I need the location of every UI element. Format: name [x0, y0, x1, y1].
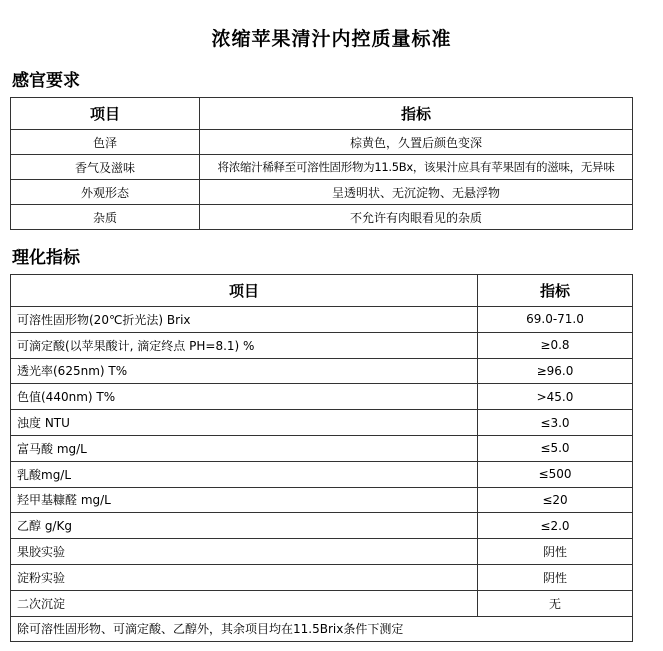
cell-item: 香气及滋味 — [11, 155, 200, 180]
column-header-index: 指标 — [478, 275, 633, 307]
table-row — [11, 358, 633, 384]
cell-item: 淀粉实验 — [11, 564, 478, 590]
table-note-row — [11, 616, 633, 642]
table-header-row — [11, 98, 633, 130]
cell-index: 棕黄色，久置后颜色变深 — [200, 130, 633, 155]
cell-index: 不允许有肉眼看见的杂质 — [200, 205, 633, 230]
sensory-table — [10, 97, 633, 230]
cell-item: 可溶性固形物(20℃折光法) Brix — [11, 307, 478, 333]
table-row — [11, 205, 633, 230]
cell-item: 杂质 — [11, 205, 200, 230]
cell-item: 乙醇 g/Kg — [11, 513, 478, 539]
table-row — [11, 461, 633, 487]
table-row — [11, 332, 633, 358]
sensory-section-heading: 感官要求 — [12, 71, 80, 91]
table-row — [11, 410, 633, 436]
cell-item: 可滴定酸(以苹果酸计, 滴定终点 PH=8.1) % — [11, 332, 478, 358]
table-row — [11, 155, 633, 180]
column-header-index: 指标 — [200, 98, 633, 130]
table-row — [11, 435, 633, 461]
cell-item: 色泽 — [11, 130, 200, 155]
table-note: 除可溶性固形物、可滴定酸、乙醇外，其余项目均在11.5Brix条件下测定 — [11, 616, 633, 642]
column-header-item: 项目 — [11, 275, 478, 307]
cell-index: ≥0.8 — [478, 332, 633, 358]
cell-item: 富马酸 mg/L — [11, 435, 478, 461]
cell-index: ≥96.0 — [478, 358, 633, 384]
cell-item: 果胶实验 — [11, 539, 478, 565]
cell-item: 羟甲基糠醛 mg/L — [11, 487, 478, 513]
table-row — [11, 513, 633, 539]
cell-item: 外观形态 — [11, 180, 200, 205]
cell-item: 二次沉淀 — [11, 590, 478, 616]
physchem-section-heading: 理化指标 — [12, 248, 80, 268]
table-row — [11, 539, 633, 565]
table-header-row — [11, 275, 633, 307]
table-row — [11, 307, 633, 333]
page-title: 浓缩苹果清汁内控质量标准 — [211, 28, 452, 50]
cell-index: >45.0 — [478, 384, 633, 410]
cell-index: 阴性 — [478, 539, 633, 565]
cell-item: 色值(440nm) T% — [11, 384, 478, 410]
cell-index: 阴性 — [478, 564, 633, 590]
cell-index: ≤20 — [478, 487, 633, 513]
cell-index: ≤500 — [478, 461, 633, 487]
physchem-table — [10, 274, 633, 642]
column-header-item: 项目 — [11, 98, 200, 130]
cell-item: 透光率(625nm) T% — [11, 358, 478, 384]
cell-index: 呈透明状、无沉淀物、无悬浮物 — [200, 180, 633, 205]
table-row — [11, 180, 633, 205]
cell-index: 无 — [478, 590, 633, 616]
cell-index: ≤5.0 — [478, 435, 633, 461]
table-row — [11, 590, 633, 616]
cell-item: 乳酸mg/L — [11, 461, 478, 487]
table-row — [11, 384, 633, 410]
table-row — [11, 564, 633, 590]
cell-item: 浊度 NTU — [11, 410, 478, 436]
table-row — [11, 130, 633, 155]
cell-index: 69.0-71.0 — [478, 307, 633, 333]
cell-index: 将浓缩汁稀释至可溶性固形物为11.5Bx，该果汁应具有苹果固有的滋味，无异味 — [200, 155, 633, 180]
table-row — [11, 487, 633, 513]
cell-index: ≤3.0 — [478, 410, 633, 436]
cell-index: ≤2.0 — [478, 513, 633, 539]
